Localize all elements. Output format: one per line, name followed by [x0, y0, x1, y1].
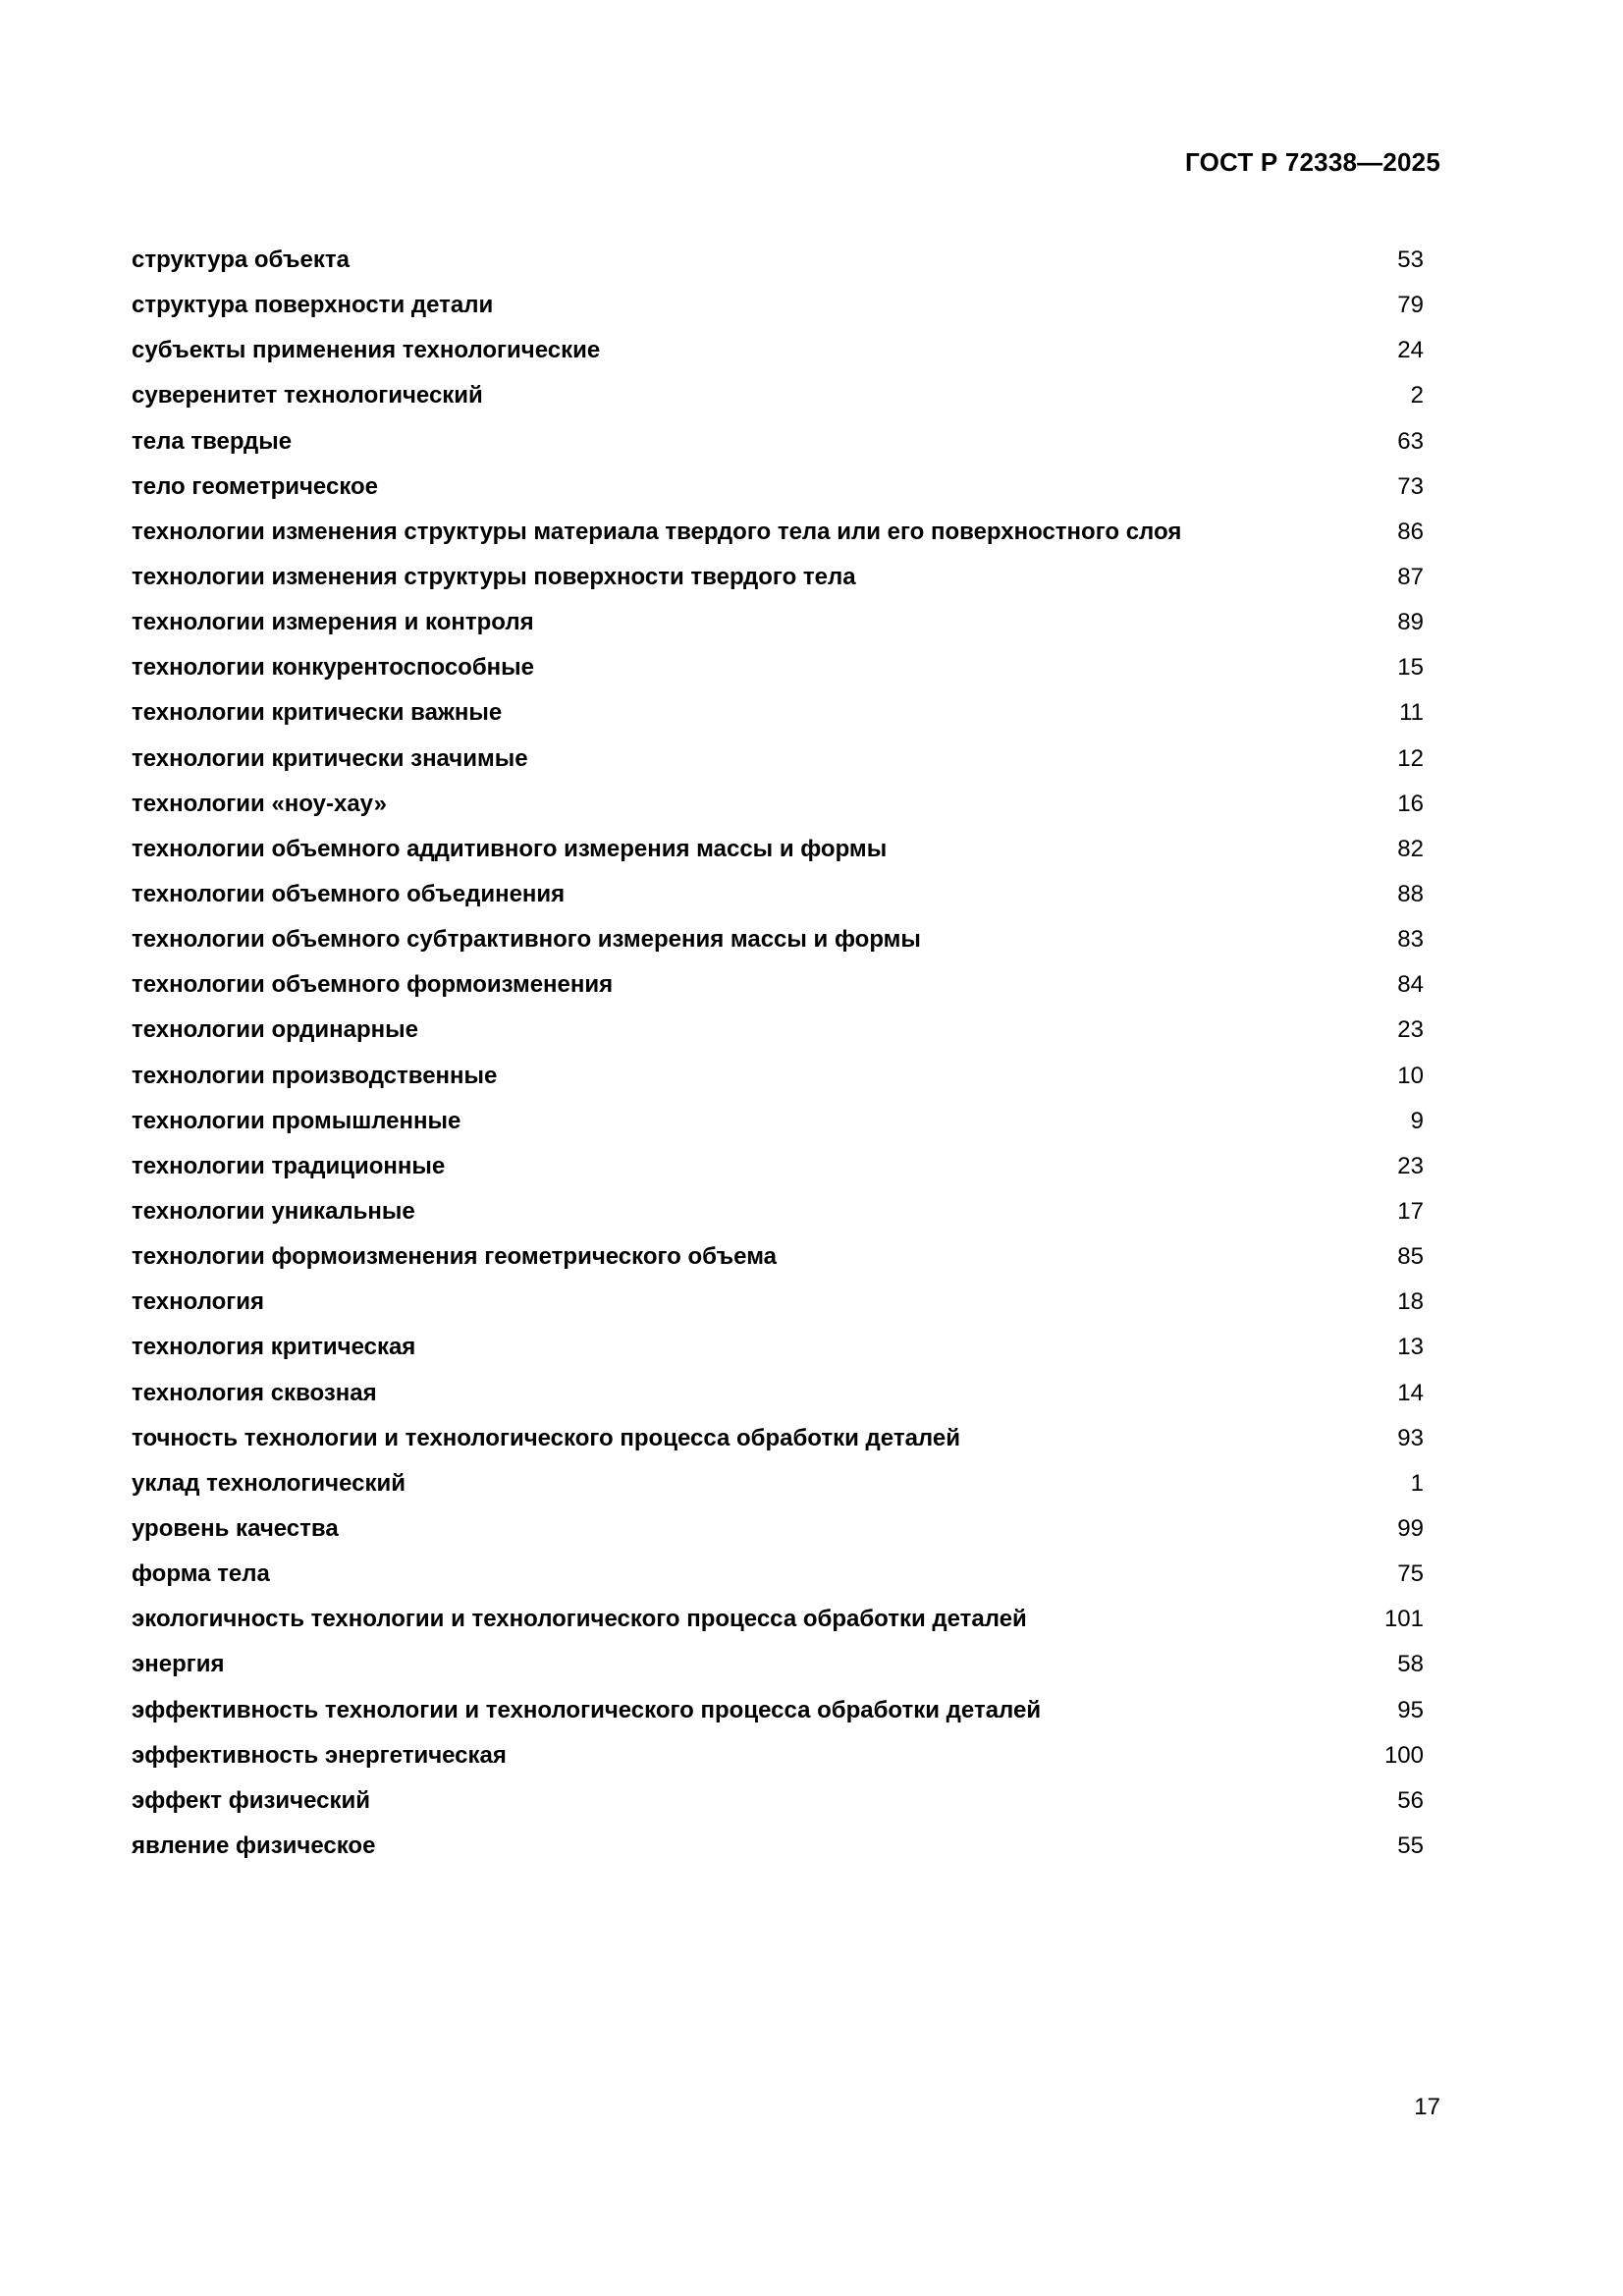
index-term: точность технологии и технологического процесса обработки деталей [132, 1424, 960, 1451]
index-entry [132, 1099, 1424, 1144]
index-entry [132, 510, 1424, 555]
index-term: экологичность технологии и технологического процесса обработки деталей [132, 1606, 1027, 1633]
index-page-ref: 1 [1410, 1469, 1424, 1497]
index-entry [132, 1552, 1424, 1597]
index-entry [132, 645, 1424, 690]
index-entry [132, 1642, 1424, 1687]
index-term: структура объекта [132, 246, 350, 274]
index-page-ref: 9 [1410, 1107, 1424, 1134]
index-entry [132, 1597, 1424, 1642]
index-term: технологии производственные [132, 1062, 498, 1089]
index-entry [132, 1325, 1424, 1370]
index-entry [132, 1778, 1424, 1824]
index-entry [132, 782, 1424, 827]
index-term: технологии формоизменения геометрического объема [132, 1243, 777, 1271]
index-term: эффективность энергетическая [132, 1741, 507, 1769]
index-page-ref: 73 [1397, 472, 1424, 500]
index-entry [132, 328, 1424, 373]
index-entry [132, 1416, 1424, 1461]
index-term: явление физическое [132, 1831, 376, 1859]
index-page-ref: 87 [1397, 564, 1424, 591]
index-entry [132, 1824, 1424, 1869]
index-entry [132, 1506, 1424, 1552]
index-entry [132, 465, 1424, 510]
index-page-ref: 16 [1397, 790, 1424, 817]
index-page-ref: 93 [1397, 1424, 1424, 1451]
index-entry [132, 1461, 1424, 1506]
index-page-ref: 15 [1397, 654, 1424, 682]
index-page-ref: 99 [1397, 1515, 1424, 1542]
index-page-ref: 95 [1397, 1696, 1424, 1723]
index-entry [132, 872, 1424, 917]
index-entry [132, 1144, 1424, 1189]
index-entry [132, 1189, 1424, 1234]
index-term: тела твердые [132, 427, 293, 455]
index-page-ref: 75 [1397, 1560, 1424, 1588]
index-term: технологии уникальные [132, 1198, 415, 1226]
index-term: тело геометрическое [132, 472, 379, 500]
index-page-ref: 24 [1397, 337, 1424, 364]
document-header: ГОСТ Р 72338—2025 [1185, 147, 1440, 177]
index-page-ref: 23 [1397, 1016, 1424, 1044]
index-term: технология сквозная [132, 1379, 377, 1406]
index-entry [132, 827, 1424, 872]
index-page-ref: 86 [1397, 518, 1424, 545]
index-entry [132, 962, 1424, 1008]
index-term: технологии изменения структуры материала твердого тела или его поверхностного слоя [132, 518, 1182, 545]
index-term: технологии «ноу-хау» [132, 790, 387, 817]
index-page-ref: 63 [1397, 427, 1424, 455]
index-term: технология [132, 1288, 265, 1316]
index-page-ref: 23 [1397, 1152, 1424, 1179]
index-entry [132, 1008, 1424, 1053]
index-term: суверенитет технологический [132, 382, 483, 410]
index-term: уклад технологический [132, 1469, 406, 1497]
index-entry [132, 373, 1424, 418]
index-term: эффективность технологии и технологического процесса обработки деталей [132, 1696, 1042, 1723]
index-term: субъекты применения технологические [132, 337, 601, 364]
index-term: технологии измерения и контроля [132, 609, 534, 636]
index-term: технологии промышленные [132, 1107, 461, 1134]
index-page-ref: 17 [1397, 1198, 1424, 1226]
index-term: технологии объемного аддитивного измерения массы и формы [132, 835, 888, 862]
index-term: эффект физический [132, 1786, 370, 1814]
index-entry [132, 419, 1424, 465]
index-page-ref: 82 [1397, 835, 1424, 862]
index-page-ref: 14 [1397, 1379, 1424, 1406]
index-entry [132, 1234, 1424, 1280]
index-page-ref: 18 [1397, 1288, 1424, 1316]
index-entry [132, 1054, 1424, 1099]
index-page-ref: 11 [1399, 699, 1424, 727]
index-page-ref: 12 [1397, 744, 1424, 772]
index-page-ref: 13 [1397, 1334, 1424, 1361]
index-entry [132, 1733, 1424, 1778]
index-page-ref: 83 [1397, 926, 1424, 954]
index-page-ref: 55 [1397, 1831, 1424, 1859]
index-page-ref: 101 [1383, 1606, 1424, 1633]
index-page-ref: 100 [1383, 1741, 1424, 1769]
index-page-ref: 79 [1397, 292, 1424, 319]
page-number: 17 [1414, 2094, 1440, 2120]
index-entry [132, 238, 1424, 283]
index-entry [132, 283, 1424, 328]
index-entry [132, 737, 1424, 782]
index-entry [132, 1688, 1424, 1733]
index-page-ref: 84 [1397, 971, 1424, 999]
index-page-ref: 58 [1397, 1651, 1424, 1678]
index-page-ref: 85 [1397, 1243, 1424, 1271]
index-term: уровень качества [132, 1515, 339, 1542]
index-page-ref: 89 [1397, 609, 1424, 636]
index-term: форма тела [132, 1560, 270, 1588]
index-page-ref: 2 [1410, 382, 1424, 410]
index-term: технологии изменения структуры поверхности твердого тела [132, 564, 856, 591]
index-entry [132, 1371, 1424, 1416]
index-page-ref: 56 [1397, 1786, 1424, 1814]
index-entry [132, 600, 1424, 645]
index-term: энергия [132, 1651, 225, 1678]
index-term: технологии объемного субтрактивного измерения массы и формы [132, 926, 921, 954]
index-term: технологии конкурентоспособные [132, 654, 534, 682]
index-term: технологии объемного объединения [132, 881, 566, 908]
alphabetical-index [132, 238, 1424, 1869]
index-entry [132, 690, 1424, 736]
index-term: технологии ординарные [132, 1016, 419, 1044]
index-entry [132, 917, 1424, 962]
index-term: технологии критически важные [132, 699, 503, 727]
index-term: технологии объемного формоизменения [132, 971, 614, 999]
index-term: структура поверхности детали [132, 292, 494, 319]
index-entry [132, 1280, 1424, 1325]
index-entry [132, 555, 1424, 600]
index-page-ref: 53 [1397, 246, 1424, 274]
index-term: технология критическая [132, 1334, 416, 1361]
index-page-ref: 10 [1397, 1062, 1424, 1089]
index-term: технологии традиционные [132, 1152, 446, 1179]
index-term: технологии критически значимые [132, 744, 528, 772]
index-page-ref: 88 [1397, 881, 1424, 908]
